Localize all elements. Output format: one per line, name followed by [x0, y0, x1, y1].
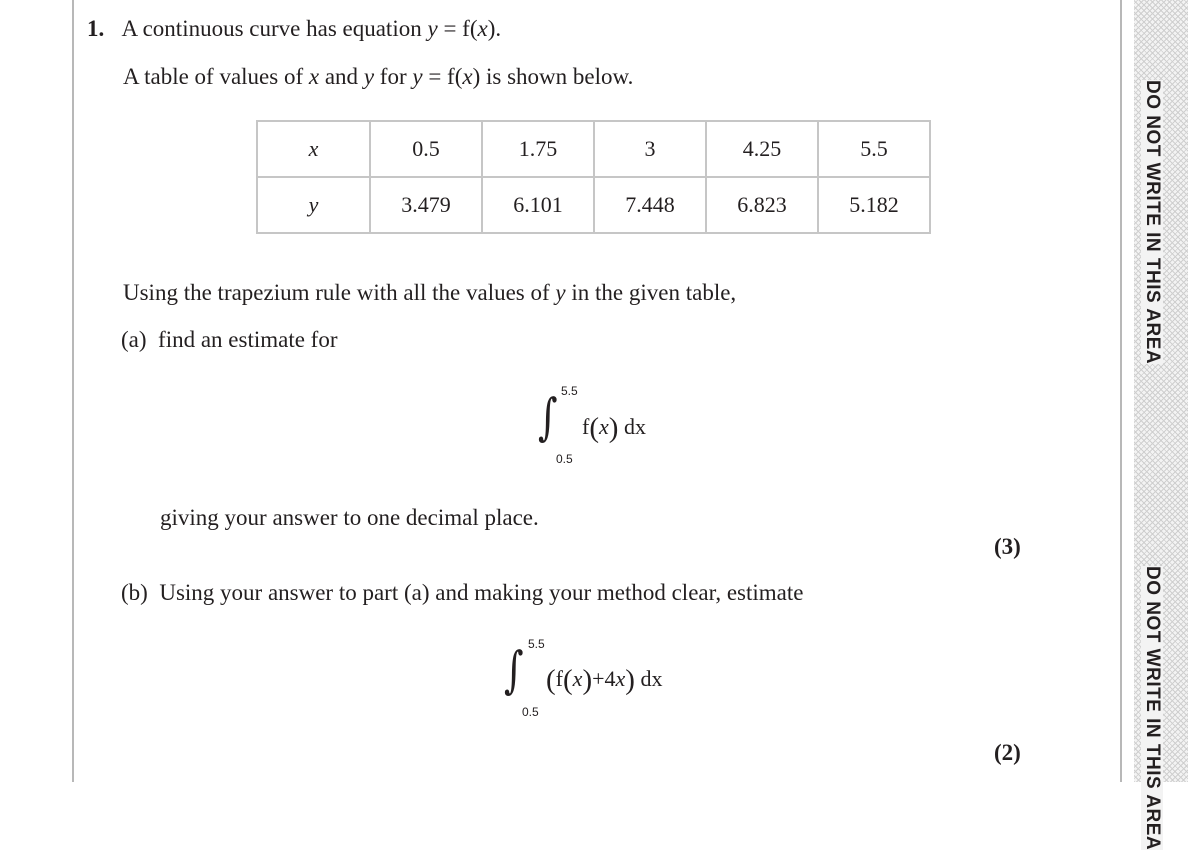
x-row	[257, 121, 930, 177]
x-value: 4.25	[706, 121, 818, 177]
part-a-marks: (3)	[994, 534, 1021, 559]
integral-sign-icon: ∫	[504, 641, 524, 699]
right-margin-rule	[1120, 0, 1122, 782]
upper-limit: 5.5	[561, 384, 578, 398]
y-value: 5.182	[818, 177, 930, 233]
part-b-prompt: (b) Using your answer to part (a) and making your method clear, estimate	[121, 580, 804, 605]
y-value: 6.101	[482, 177, 594, 233]
y-value: 7.448	[594, 177, 706, 233]
part-a-label: (a)	[121, 327, 147, 352]
y-header: y	[257, 177, 370, 233]
values-table	[256, 120, 931, 234]
question-number: 1.	[87, 16, 105, 41]
y-value: 6.823	[706, 177, 818, 233]
integral-b	[504, 637, 704, 721]
y-value: 3.479	[370, 177, 482, 233]
margin-warning-1: DO NOT WRITE IN THIS AREA	[1142, 80, 1163, 365]
question-number-line: 1. A continuous curve has equation y = f(x).	[87, 16, 502, 41]
question-text: A continuous curve has equation	[121, 16, 428, 41]
lower-limit: 0.5	[556, 452, 573, 466]
integrand: (f(x)+4x) dx	[546, 664, 663, 696]
integral-a	[538, 384, 678, 468]
table-intro-text: A table of values of x and y for y = f(x) is shown below.	[123, 64, 634, 89]
x-value: 1.75	[482, 121, 594, 177]
x-value: 5.5	[818, 121, 930, 177]
y-row	[257, 177, 930, 233]
left-margin-rule	[72, 0, 74, 782]
part-b-marks: (2)	[994, 740, 1021, 765]
part-a-followup: giving your answer to one decimal place.	[160, 505, 539, 530]
margin-warning-2: DO NOT WRITE IN THIS AREA	[1142, 566, 1163, 850]
part-b-label: (b)	[121, 580, 148, 605]
instruction-text: Using the trapezium rule with all the values of y in the given table,	[123, 280, 737, 305]
lower-limit: 0.5	[522, 705, 539, 719]
integrand: f(x) dx	[582, 412, 646, 444]
x-header: x	[257, 121, 370, 177]
part-a-prompt: (a) find an estimate for	[121, 327, 338, 352]
x-value: 0.5	[370, 121, 482, 177]
x-value: 3	[594, 121, 706, 177]
integral-sign-icon: ∫	[538, 388, 558, 446]
upper-limit: 5.5	[528, 637, 545, 651]
